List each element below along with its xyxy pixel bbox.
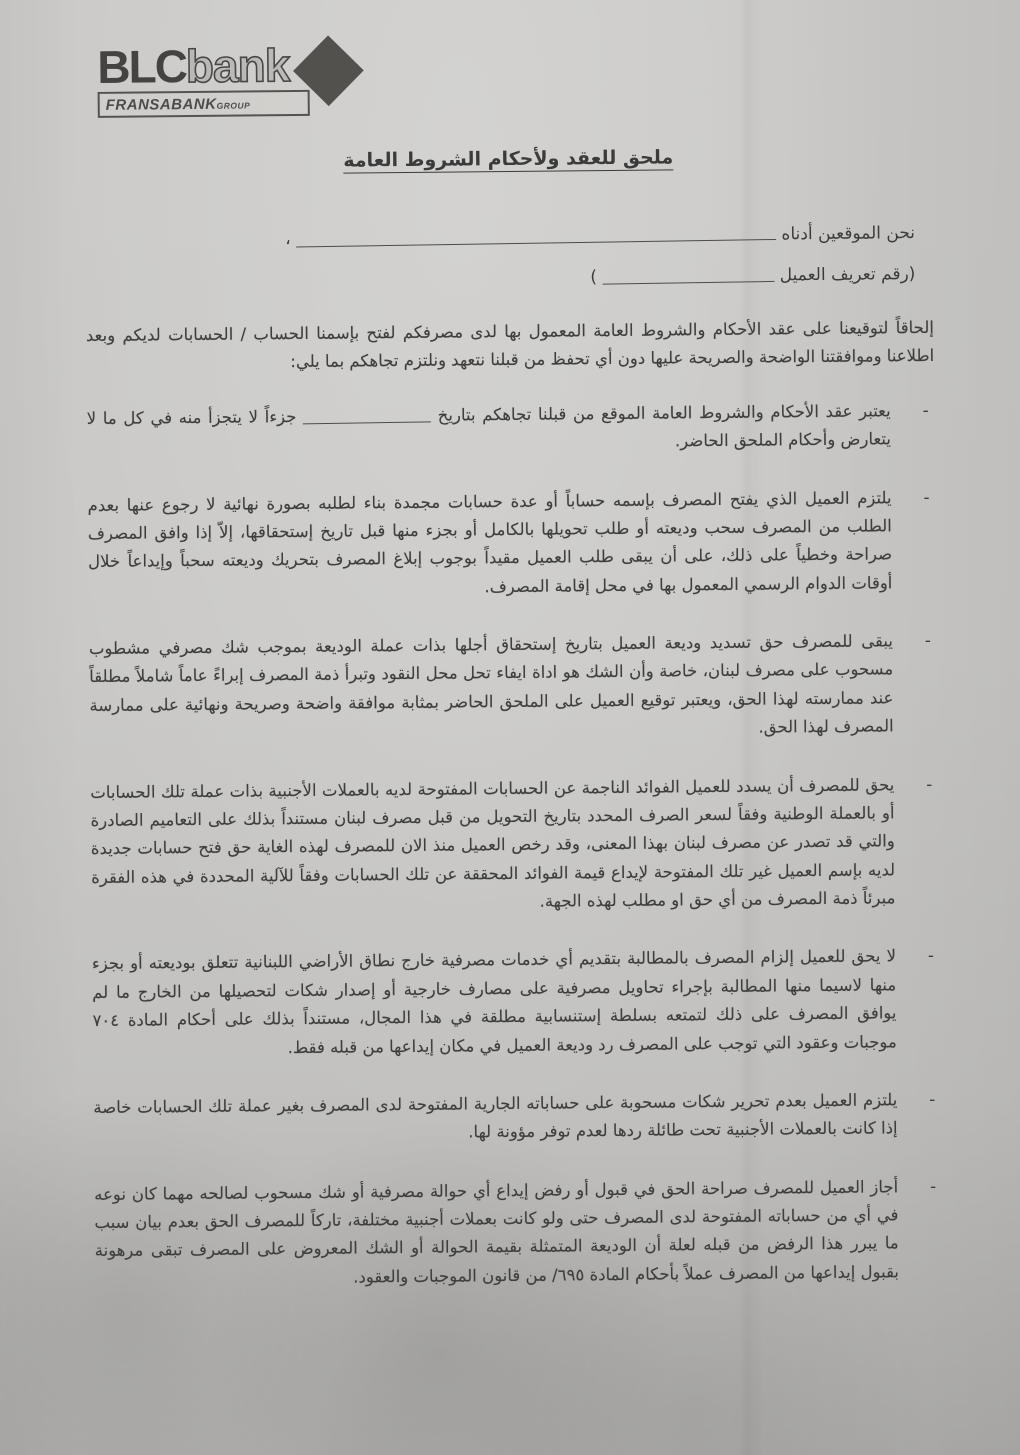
client-id-line: [85, 263, 915, 292]
clause-1: [87, 397, 936, 462]
clause-7: [94, 1173, 943, 1295]
signer-name-blank: [296, 222, 776, 248]
clause-5: [92, 942, 941, 1064]
blc-bank-logo: [97, 39, 312, 118]
clause-2: [87, 483, 936, 605]
clause-1-post: جزءاً لا يتجزأ منه في كل ما لا يتعارض وأحكام الملحق الحاضر.: [86, 406, 892, 451]
clause-5-text: لا يحق للعميل إلزام المصرف بالمطالبة بتقديم أي خدمات مصرفية خارج نطاق الأراضي اللبنانية تتعلق بوديعته أو بجزء منها لاسيما منها المطالبة بإجراء تحاويل مصرفية على مصارف خارجية أو إصدار شكات لتحصيلها من الخارج ما لم يوافق المصرف على ذلك لتمتعه بسلطة إستنسابية مطلقة في هذا المجال، مستنداً بذلك على أحكام المادة ٧٠٤ موجبات وعقود التي توجب على المصرف رد وديعة العميل في مكان إيداعها من قبله فقط.: [91, 946, 897, 1057]
clause-3: [89, 627, 938, 749]
client-id-close-paren: ): [590, 267, 598, 288]
bullet-dash: -: [929, 1176, 937, 1197]
clause-4-text: يحق للمصرف أن يسدد للعميل الفوائد الناجمة عن الحسابات المفتوحة لديه بالعملات الأجنبية بذات عملة تلك الحسابات أو بالعملة الوطنية وفقاً لسعر الصرف المحدد بتاريخ التحويل من قبل مصرف لبنان مستنداً بذلك على التعاميم الصادرة والتي قد تصدر عن مصرف لبنان بهذا المعنى، وقد رخص العميل منذ الان للمصرف لهذه الغاية حق فتح حسابات جديدة لديه بإسم العميل غير تلك المفتوحة لإيداع قيمة الفوائد المحققة عن تلك الحسابات وفقاً للآلية المحددة في هذه الفقرة مبرئاً ذمة المصرف من أي حق او مطلب لهذه الجهة.: [90, 774, 896, 911]
logo-group-text: GROUP: [216, 100, 251, 111]
bullet-dash: -: [923, 487, 930, 508]
signer-comma: ،: [285, 229, 291, 250]
bullet-dash: -: [929, 1089, 936, 1110]
intro-paragraph: إلحاقاً لتوقيعنا على عقد الأحكام والشروط العامة المعمول بها لدى مصرفكم لفتح بإسمنا الحساب / الحسابات لديكم وبعد اطلاعنا وموافقتنا الواضحة والصريحة عليها دون أي تحفظ من قبلنا نتعهد ونلتزم تجاهكم بما يلي:: [85, 317, 935, 372]
client-id-blank: [602, 264, 774, 285]
clause-6: [93, 1086, 942, 1151]
logo-bank-text: bank: [185, 39, 290, 93]
logo-blc-text: BLC: [97, 40, 187, 93]
clause-1-pre: يعتبر عقد الأحكام والشروط العامة الموقع من قبلنا تجاهكم بتاريخ: [437, 401, 891, 425]
document-page: [83, 0, 944, 1324]
logo-wordmark: [97, 39, 311, 93]
bullet-dash: -: [927, 946, 935, 967]
signer-label: نحن الموقعين أدناه: [781, 223, 916, 245]
date-blank: [303, 405, 431, 425]
logo-group-bar: [98, 90, 310, 118]
signer-line: [85, 222, 915, 251]
clause-7-text: أجاز العميل للمصرف صراحة الحق في قبول أو رفض إيداع أي حوالة مصرفية أو شك مسحوب لصالحه مهما كان نوعه في أي من حساباته المفتوحة لدى المصرف حتى ولو كانت بعملات أجنبية مختلفة، تاركاً للمصرف الحق بعدم بيان سبب ما يبرر هذا الرفض من قبله لعلة أن الوديعة المتمثلة بقيمة الحوالة أو الشك المعروض على المصرف تبقى مرهونة بقبول إيداعها من المصرف عملاً بأحكام المادة ٦٩٥/ من قانون الموجبات والعقود.: [94, 1176, 900, 1287]
bullet-dash: -: [926, 774, 933, 795]
bullet-dash: -: [924, 630, 932, 652]
client-id-label: (رقم تعريف العميل: [779, 264, 916, 286]
clause-2-text: يلتزم العميل الذي يفتح المصرف بإسمه حساباً أو عدة حسابات مجمدة بناء لطلبه بصورة نهائية لا رجوع عنها بعدم الطلب من المصرف سحب وديعته أو طلب تحويلها بالكامل أو بجزء منها قبل تاريخ إستحقاقها، إلاّ إذا وافق المصرف صراحة وخطياً على ذلك، على أن يبقى طلب العميل مقيداً بوجوب إبلاغ المصرف بتحريك وديعته سحباً وإيداعاً خلال أوقات الدوام الرسمي المعمول بها في محل إقامة المصرف.: [87, 487, 893, 596]
clause-6-text: يلتزم العميل بعدم تحرير شكات مسحوبة على حساباته الجارية المفتوحة لدى المصرف بغير عملة تلك الحسابات خاصة إذا كانت بالعملات الأجنبية تحت طائلة ردها لعدم توفر مؤونة لها.: [93, 1090, 898, 1142]
bullet-dash: -: [922, 400, 929, 421]
clause-1-text: [87, 397, 892, 461]
document-title: ملحق للعقد ولأحكام الشروط العامة: [343, 146, 674, 172]
clause-4: [90, 770, 939, 920]
clause-3-text: يبقى للمصرف حق تسديد وديعة العميل بتاريخ إستحقاق أجلها بذات عملة الوديعة بموجب شك مصرفي مشطوب مسحوب على مصرف لبنان، خاصة وأن الشك هو اداة ايفاء تحل محل النقود وتبرأ ذمة المصرف إبراءً عاماً شاملاً مطلقاً عند ممارسته لهذا الحق، ويعتبر توقيع العميل على الملحق الحاضر بمثابة موافقة واضحة وصريحة ونهائية على ممارسة المصرف لهذا الحق.: [88, 631, 894, 737]
logo-fransabank-text: FRANSABANK: [105, 95, 217, 114]
